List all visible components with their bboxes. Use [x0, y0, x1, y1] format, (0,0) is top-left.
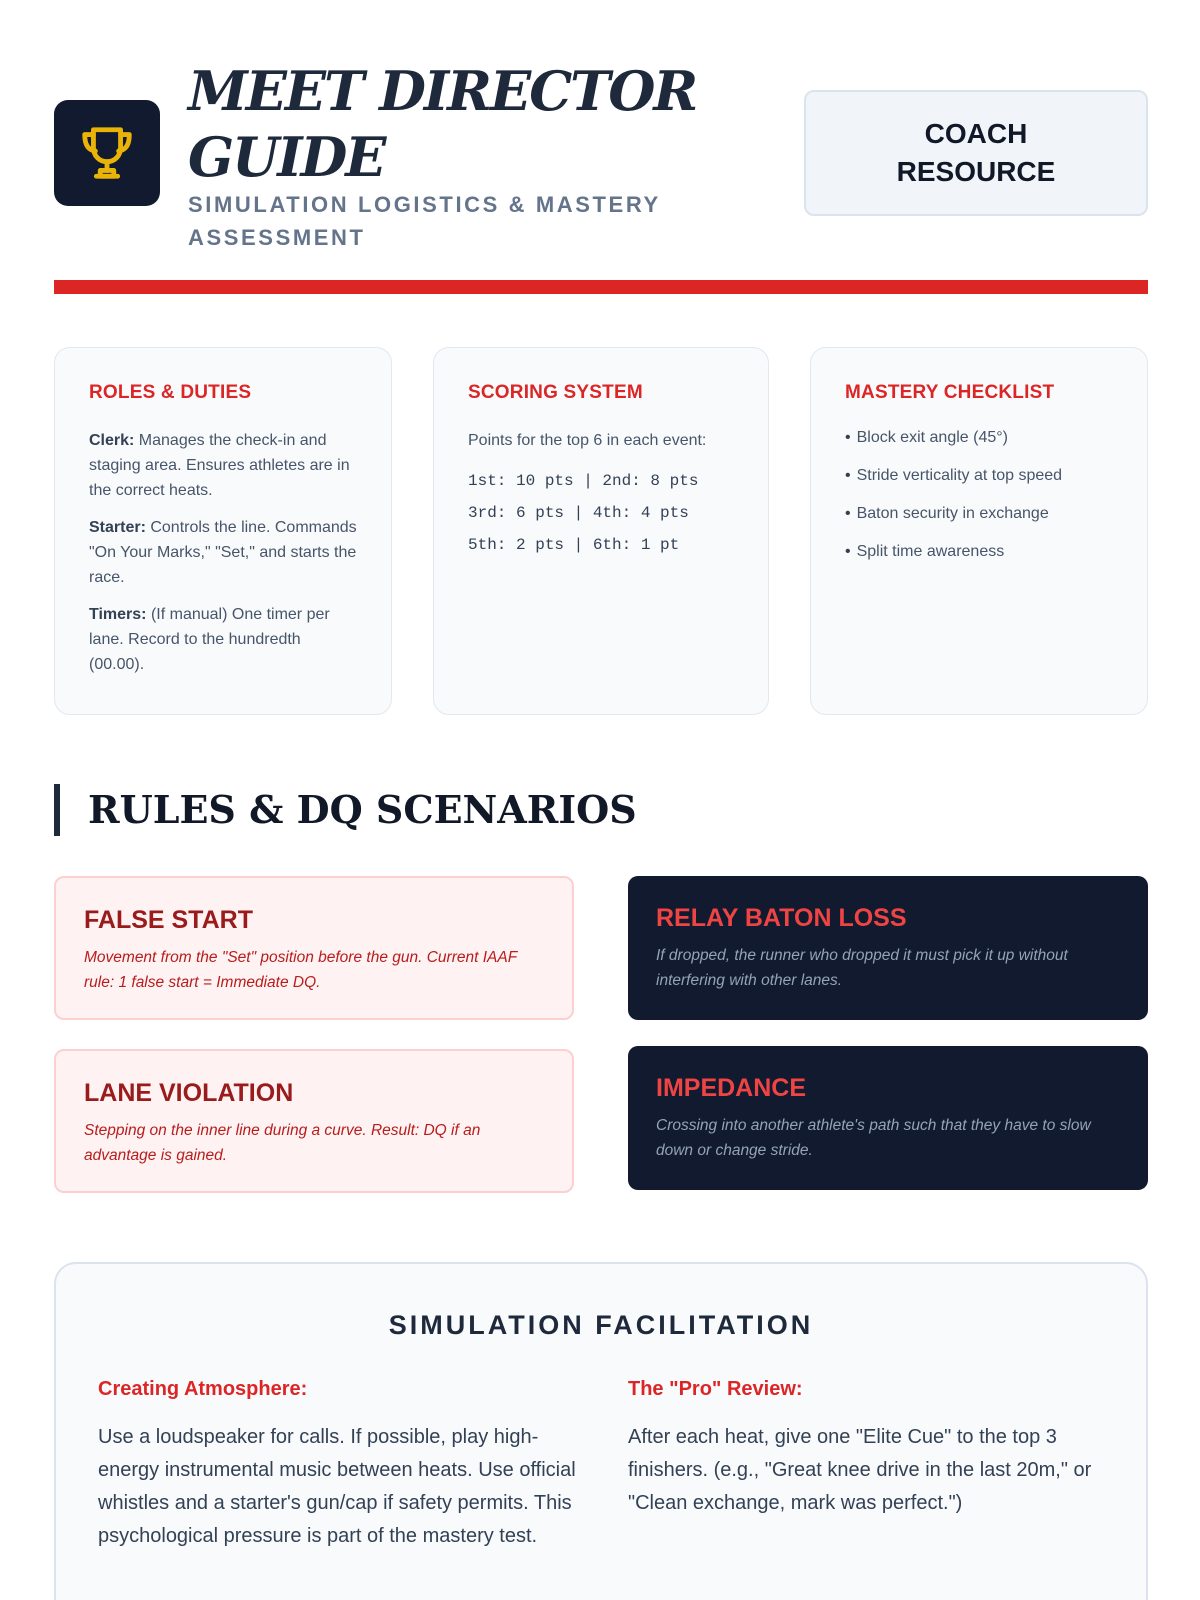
atmosphere-heading: Creating Atmosphere:: [98, 1378, 308, 1400]
trophy-icon: [76, 122, 138, 184]
mastery-item: • Split time awareness: [845, 542, 1113, 562]
page-title: MEET DIRECTOR GUIDE: [188, 59, 697, 189]
mastery-list: [845, 428, 1113, 562]
roles-card: [54, 347, 392, 715]
badge-label: COACH RESOURCE: [896, 118, 1056, 187]
scoring-card: [433, 347, 769, 715]
pro-review-heading: The "Pro" Review:: [628, 1378, 803, 1400]
scoring-line: 1st: 10 pts | 2nd: 8 pts: [468, 472, 699, 490]
scenario-text: Crossing into another athlete's path such that they have to slow down or change stride.: [656, 1117, 1091, 1159]
roles-card-title: ROLES & DUTIES: [89, 382, 252, 403]
role-term: Starter:: [89, 519, 146, 536]
false-start-card: [54, 876, 574, 1020]
mastery-card: [810, 347, 1148, 715]
scenario-text: If dropped, the runner who dropped it must pick it up without interfering with other lanes.: [656, 947, 1068, 989]
role-item: [89, 515, 357, 590]
simulation-title: SIMULATION FACILITATION: [388, 1310, 814, 1340]
scoring-line: 3rd: 6 pts | 4th: 4 pts: [468, 504, 689, 522]
role-term: Clerk:: [89, 432, 135, 449]
mastery-card-title: MASTERY CHECKLIST: [845, 382, 1055, 403]
role-text: (If manual) One timer per lane. Record to the hundredth (00.00).: [89, 606, 330, 673]
page-subtitle: SIMULATION LOGISTICS & MASTERY ASSESSMENT: [188, 192, 661, 250]
role-item: [89, 428, 357, 503]
scenario-text: Movement from the "Set" position before the gun. Current IAAF rule: 1 false start = Immediate DQ.: [84, 949, 517, 991]
mastery-item: • Stride verticality at top speed: [845, 466, 1113, 486]
role-term: Timers:: [89, 606, 147, 623]
scenario-title: LANE VIOLATION: [84, 1079, 294, 1107]
atmosphere-column: [98, 1378, 578, 1553]
scoring-card-title: SCORING SYSTEM: [468, 382, 643, 403]
logo-tile: [54, 100, 160, 206]
atmosphere-text: Use a loudspeaker for calls. If possible, play high-energy instrumental music between heats. Use official whistles and a starter's gun/cap if safety permits. This psychological pressure is part of the mastery test.: [98, 1426, 576, 1547]
relay-baton-loss-card: [628, 876, 1148, 1020]
scenario-title: IMPEDANCE: [656, 1074, 807, 1102]
header-divider: [54, 280, 1148, 294]
impedance-card: [628, 1046, 1148, 1190]
rules-section-title: RULES & DQ SCENARIOS: [54, 784, 637, 836]
scenario-text: Stepping on the inner line during a curve. Result: DQ if an advantage is gained.: [84, 1122, 481, 1164]
coach-resource-badge: [804, 90, 1148, 216]
simulation-panel: [54, 1262, 1148, 1600]
scoring-line: 5th: 2 pts | 6th: 1 pt: [468, 536, 680, 554]
pro-review-column: [628, 1378, 1108, 1520]
role-item: [89, 602, 357, 677]
mastery-item: • Block exit angle (45°): [845, 428, 1113, 448]
scenario-title: FALSE START: [84, 906, 253, 934]
mastery-item: • Baton security in exchange: [845, 504, 1113, 524]
pro-review-text: After each heat, give one "Elite Cue" to the top 3 finishers. (e.g., "Great knee drive in the last 20m," or "Clean exchange, mark was perfect."): [628, 1426, 1092, 1514]
lane-violation-card: [54, 1049, 574, 1193]
scenario-title: RELAY BATON LOSS: [656, 904, 907, 932]
page-header: [54, 58, 1148, 258]
role-text: Manages the check-in and staging area. Ensures athletes are in the correct heats.: [89, 432, 350, 499]
role-text: Controls the line. Commands "On Your Marks," "Set," and starts the race.: [89, 519, 357, 586]
scoring-intro: Points for the top 6 in each event:: [468, 432, 707, 449]
